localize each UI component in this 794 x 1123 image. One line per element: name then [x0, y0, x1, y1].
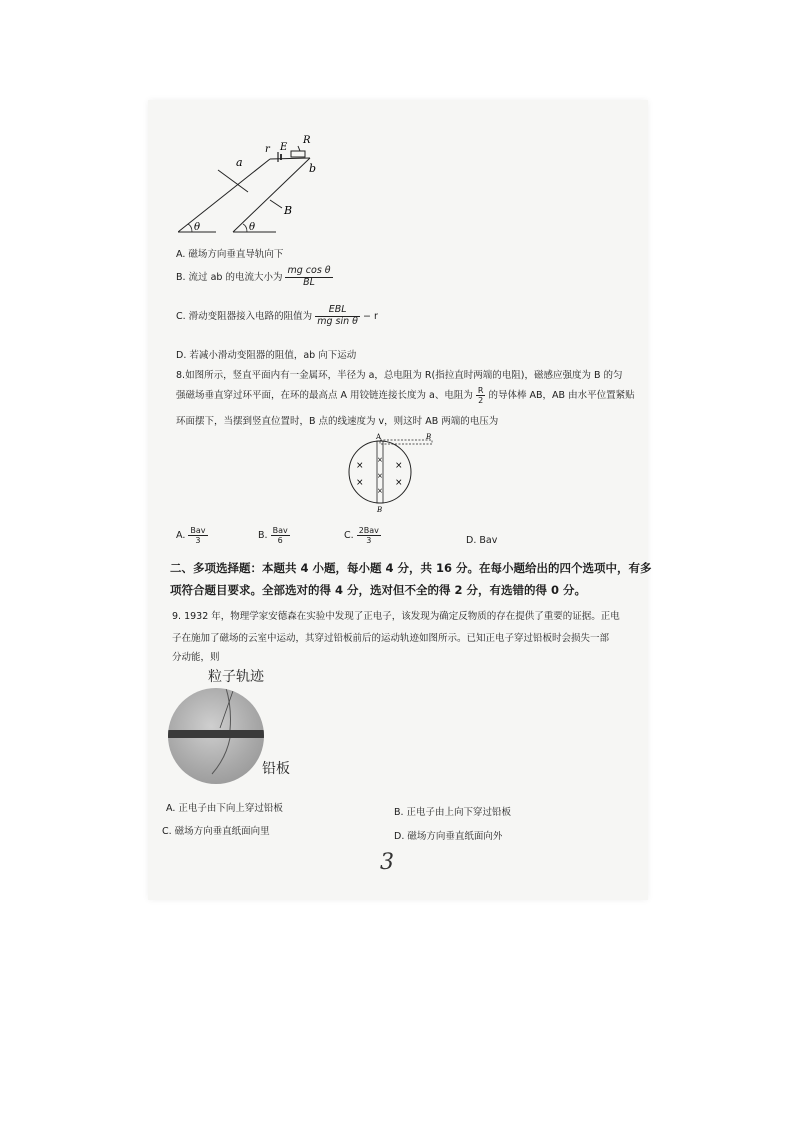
- field-cross: ×: [356, 478, 364, 488]
- q8-stem-line3: 环面摆下，当摆到竖直位置时，B 点的线速度为 v，则这时 AB 两端的电压为: [176, 416, 499, 427]
- q9-stem-line3: 分动能，则: [172, 652, 220, 663]
- q8-stem-line2-suffix: 的导体棒 AB，AB 由水平位置紧贴: [488, 390, 635, 402]
- q7-option-b: [176, 266, 333, 289]
- q8-resistance-fraction: [476, 386, 486, 405]
- field-cross: ×: [356, 461, 364, 471]
- q8-option-d: [466, 535, 497, 546]
- label-theta-1: θ: [194, 222, 201, 233]
- q7-option-b-numerator: mg cos θ: [287, 265, 331, 276]
- q9-option-b: B. 正电子由上向下穿过铅板: [394, 807, 512, 818]
- q7-option-c-denominator: mg sin θ: [317, 315, 358, 327]
- q8-option-c-label: C.: [344, 530, 354, 542]
- label-a: a: [236, 156, 243, 169]
- angle-arc-left: [188, 224, 192, 232]
- label-E: E: [280, 142, 288, 153]
- section2-header-line2: 项符合题目要求。全部选对的得 4 分，选对但不全的得 2 分，有选错的得 0 分。: [170, 583, 587, 597]
- cloud-chamber-photo: [168, 688, 264, 784]
- field-line-b: [270, 200, 282, 208]
- ring-label-B-top: B: [426, 433, 432, 441]
- q7-option-c-fraction: [315, 305, 360, 328]
- q8-stem-line2-text: 强磁场垂直穿过环平面，在环的最高点 A 用铰链连接长度为 a、电阻为: [176, 390, 473, 402]
- rail-right: [233, 158, 310, 232]
- q8-option-c: [344, 526, 381, 545]
- rheostat-slider: [298, 146, 300, 151]
- q8-option-a: [176, 526, 208, 545]
- label-theta-2: θ: [249, 222, 256, 233]
- q7-option-b-text: B. 流过 ab 的电流大小为: [176, 271, 283, 283]
- q7-option-c-suffix: − r: [363, 310, 378, 322]
- q8-fraction-denominator: 2: [478, 396, 484, 406]
- ring-label-A: A: [376, 433, 382, 441]
- q7-option-c-text: C. 滑动变阻器接入电路的阻值为: [176, 310, 313, 322]
- field-cross: ×: [395, 478, 403, 488]
- label-B: B: [284, 204, 293, 217]
- q7-option-c-numerator: EBL: [315, 305, 360, 317]
- q8-option-b-fraction: [271, 526, 290, 545]
- top-wire: [270, 158, 310, 159]
- q9-stem-line2: 子在施加了磁场的云室中运动，其穿过铅板前后的运动轨迹如图所示。已知正电子穿过铅板时会损失一部: [172, 633, 610, 644]
- q8-fraction-numerator: R: [477, 386, 484, 395]
- q8-option-b: [258, 526, 290, 545]
- label-lead-plate: 铅板: [262, 761, 290, 777]
- q8-option-a-numerator: Bav: [190, 526, 206, 535]
- q8-option-c-denominator: 3: [366, 536, 372, 546]
- field-cross: ×: [377, 456, 383, 464]
- angle-arc-right: [243, 224, 247, 232]
- q8-option-a-denominator: 3: [195, 536, 201, 546]
- label-b: b: [309, 162, 317, 175]
- track-lines: [168, 688, 264, 784]
- q8-option-a-fraction: [188, 526, 207, 545]
- q9-stem-line1: 9. 1932 年，物理学家安德森在实验中发现了正电子，该发现为确定反物质的存在提供了重要的证据。正电: [172, 611, 620, 622]
- q9-option-c: C. 磁场方向垂直纸面向里: [162, 826, 270, 837]
- q7-option-a: A. 磁场方向垂直导轨向下: [176, 249, 284, 260]
- q8-option-d-value: Bav: [479, 535, 498, 546]
- ring-label-B-bottom: B: [377, 506, 383, 514]
- section2-header-line1: 二、多项选择题：本题共 4 小题，每小题 4 分，共 16 分。在每小题给出的四个选项中，有多: [170, 561, 652, 575]
- q7-option-d: D. 若减小滑动变阻器的阻值，ab 向下运动: [176, 350, 357, 361]
- q8-stem-line2: [176, 386, 635, 405]
- field-cross: ×: [377, 472, 383, 480]
- rheostat: [291, 151, 305, 157]
- label-particle-track: 粒子轨迹: [208, 669, 264, 685]
- figure-q8-ring: [340, 430, 440, 516]
- label-R: R: [303, 135, 311, 146]
- q8-option-c-numerator: 2Bav: [358, 526, 379, 535]
- q9-option-d: D. 磁场方向垂直纸面向外: [394, 831, 503, 842]
- q8-stem-line1: 8.如图所示，竖直平面内有一金属环，半径为 a，总电阻为 R(指拉直时两端的电阻)，磁感应强度为 B 的匀: [176, 370, 623, 381]
- rail-left: [178, 159, 270, 232]
- q7-option-b-denominator: BL: [303, 276, 315, 288]
- field-cross: ×: [377, 487, 383, 495]
- page-number: 3: [380, 850, 394, 875]
- q8-option-b-denominator: 6: [277, 536, 283, 546]
- figure-q7-incline-rails: [178, 132, 328, 242]
- field-cross: ×: [395, 461, 403, 471]
- q7-option-b-fraction: [285, 266, 332, 289]
- q8-option-b-numerator: Bav: [272, 526, 288, 535]
- q8-option-a-label: A.: [176, 530, 186, 542]
- label-r: r: [265, 144, 270, 155]
- q9-option-a: A. 正电子由下向上穿过铅板: [166, 803, 283, 814]
- q7-option-c: [176, 305, 378, 328]
- q8-option-c-fraction: [357, 526, 381, 545]
- q8-option-b-label: B.: [258, 530, 268, 542]
- q8-option-d-label: D.: [466, 535, 477, 546]
